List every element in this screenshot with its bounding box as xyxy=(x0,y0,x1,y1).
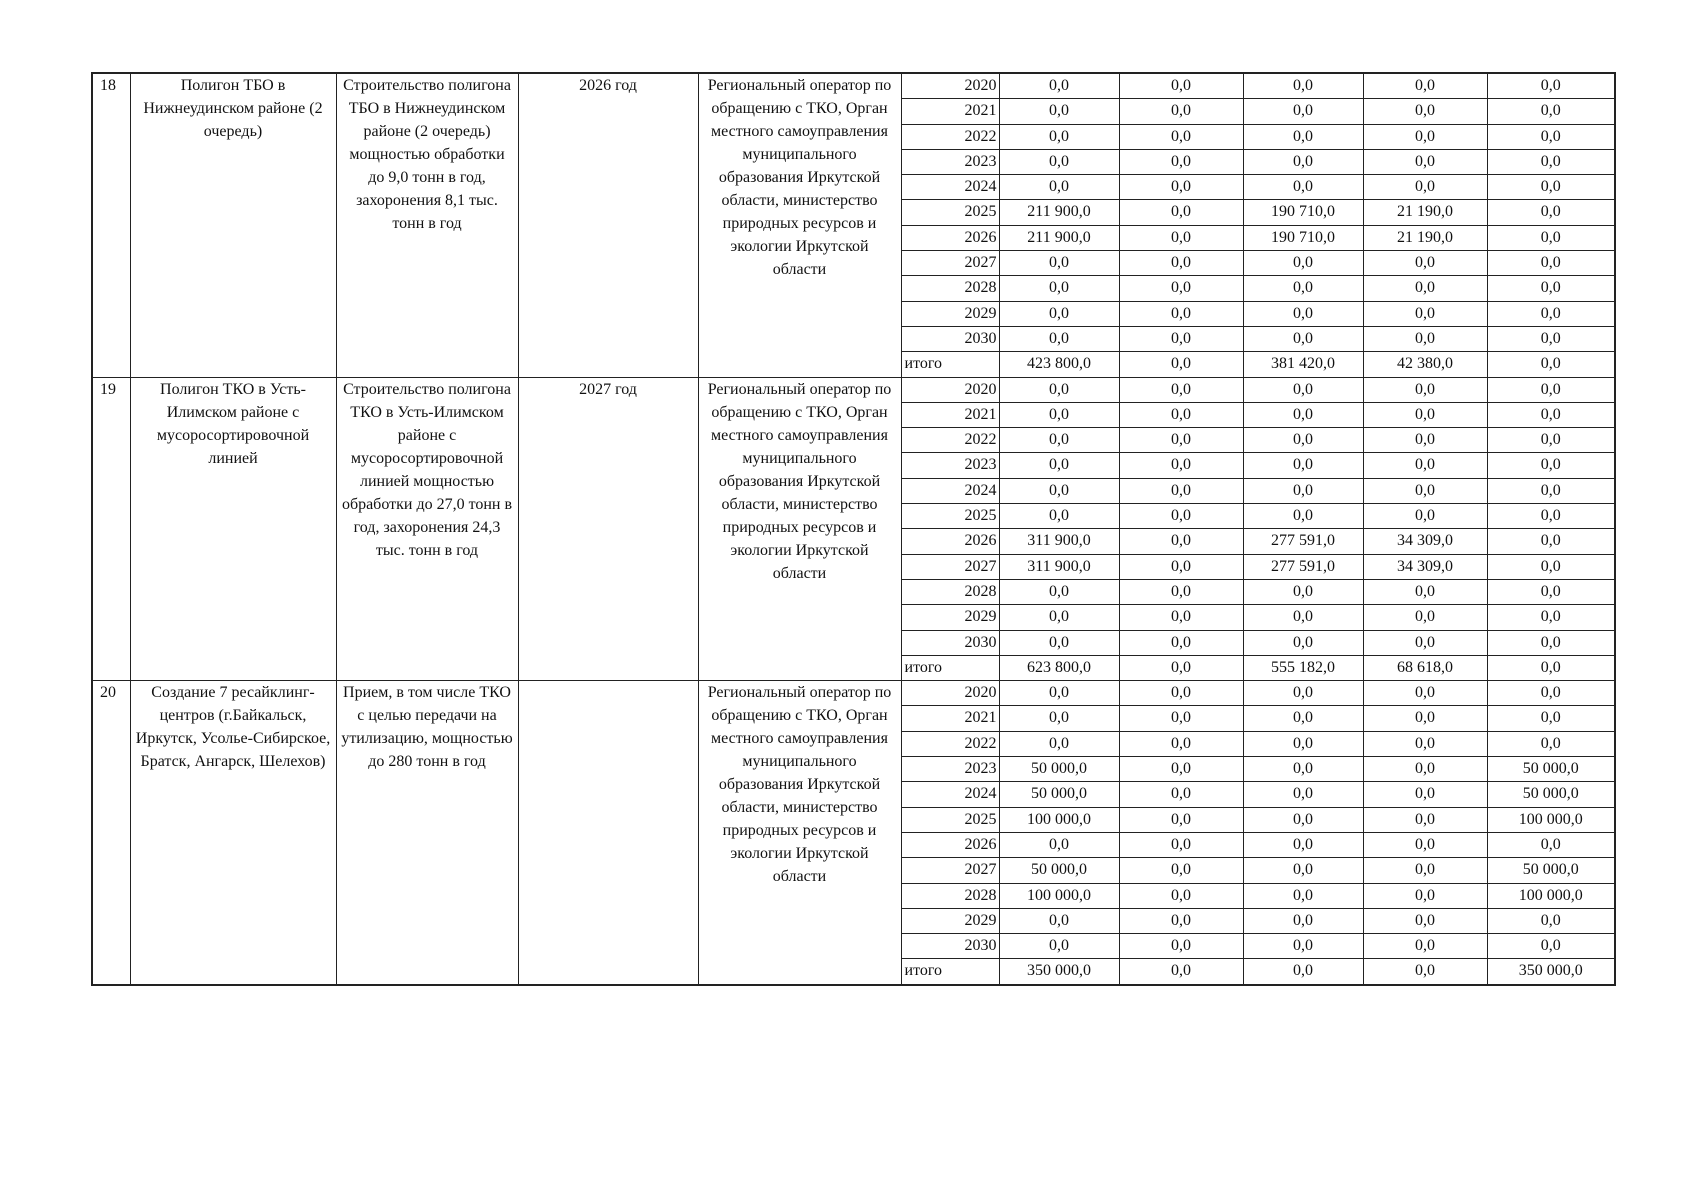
value-cell: 0,0 xyxy=(1487,402,1615,427)
value-cell: 34 309,0 xyxy=(1363,554,1487,579)
value-cell: 0,0 xyxy=(1487,276,1615,301)
value-cell: 0,0 xyxy=(1243,73,1363,99)
year-cell: 2027 xyxy=(901,251,999,276)
value-cell: 0,0 xyxy=(1243,782,1363,807)
value-cell: 0,0 xyxy=(1243,858,1363,883)
completion-term: 2027 год xyxy=(518,377,698,681)
value-cell: 0,0 xyxy=(1487,377,1615,402)
object-name: Полигон ТКО в Усть-Илимском районе с мусоросортировочной линией xyxy=(130,377,336,681)
value-cell: 0,0 xyxy=(1487,428,1615,453)
value-cell: 0,0 xyxy=(1119,453,1243,478)
value-cell: 0,0 xyxy=(1487,934,1615,959)
value-cell: 0,0 xyxy=(1119,681,1243,706)
value-cell: 0,0 xyxy=(1243,605,1363,630)
year-cell: 2028 xyxy=(901,579,999,604)
value-cell: 0,0 xyxy=(1363,478,1487,503)
value-cell: 0,0 xyxy=(999,175,1119,200)
value-cell: 277 591,0 xyxy=(1243,529,1363,554)
value-cell: 190 710,0 xyxy=(1243,225,1363,250)
value-cell: 0,0 xyxy=(1119,276,1243,301)
value-cell: 0,0 xyxy=(1487,731,1615,756)
value-cell: 50 000,0 xyxy=(999,782,1119,807)
value-cell: 0,0 xyxy=(1363,858,1487,883)
value-cell: 0,0 xyxy=(1119,225,1243,250)
value-cell: 0,0 xyxy=(1243,630,1363,655)
value-cell: 0,0 xyxy=(1119,706,1243,731)
value-cell: 21 190,0 xyxy=(1363,225,1487,250)
value-cell: 0,0 xyxy=(1119,377,1243,402)
value-cell: 0,0 xyxy=(1243,301,1363,326)
value-cell: 0,0 xyxy=(1119,731,1243,756)
year-cell: 2023 xyxy=(901,757,999,782)
value-cell: 0,0 xyxy=(1487,529,1615,554)
value-cell: 0,0 xyxy=(1243,175,1363,200)
total-value-cell: 42 380,0 xyxy=(1363,352,1487,377)
value-cell: 0,0 xyxy=(1487,478,1615,503)
value-cell: 190 710,0 xyxy=(1243,200,1363,225)
total-value-cell: 0,0 xyxy=(1119,352,1243,377)
value-cell: 0,0 xyxy=(1487,175,1615,200)
value-cell: 50 000,0 xyxy=(1487,858,1615,883)
year-cell: 2027 xyxy=(901,554,999,579)
value-cell: 0,0 xyxy=(1363,908,1487,933)
value-cell: 0,0 xyxy=(1243,326,1363,351)
value-cell: 0,0 xyxy=(1243,934,1363,959)
value-cell: 0,0 xyxy=(1119,124,1243,149)
value-cell: 0,0 xyxy=(1119,251,1243,276)
year-cell: 2026 xyxy=(901,225,999,250)
value-cell: 0,0 xyxy=(1363,175,1487,200)
value-cell: 0,0 xyxy=(999,73,1119,99)
value-cell: 0,0 xyxy=(999,428,1119,453)
value-cell: 0,0 xyxy=(1119,326,1243,351)
value-cell: 0,0 xyxy=(1119,605,1243,630)
value-cell: 0,0 xyxy=(1243,908,1363,933)
object-name: Создание 7 ресайклинг-центров (г.Байкальск, Иркутск, Усолье-Сибирское, Братск, Ангарск, Шелехов) xyxy=(130,681,336,985)
value-cell: 0,0 xyxy=(1487,605,1615,630)
value-cell: 0,0 xyxy=(1363,402,1487,427)
value-cell: 0,0 xyxy=(1363,301,1487,326)
value-cell: 21 190,0 xyxy=(1363,200,1487,225)
year-cell: 2026 xyxy=(901,832,999,857)
value-cell: 0,0 xyxy=(999,276,1119,301)
value-cell: 0,0 xyxy=(1487,225,1615,250)
value-cell: 0,0 xyxy=(1363,681,1487,706)
value-cell: 0,0 xyxy=(1243,276,1363,301)
value-cell: 0,0 xyxy=(1243,579,1363,604)
value-cell: 0,0 xyxy=(1243,453,1363,478)
value-cell: 0,0 xyxy=(1119,807,1243,832)
value-cell: 0,0 xyxy=(1363,326,1487,351)
value-cell: 0,0 xyxy=(1363,504,1487,529)
value-cell: 0,0 xyxy=(1487,251,1615,276)
value-cell: 0,0 xyxy=(1119,200,1243,225)
value-cell: 0,0 xyxy=(1487,326,1615,351)
item-number: 20 xyxy=(92,681,130,985)
value-cell: 211 900,0 xyxy=(999,200,1119,225)
value-cell: 0,0 xyxy=(1119,908,1243,933)
year-cell: 2027 xyxy=(901,858,999,883)
year-cell: 2021 xyxy=(901,706,999,731)
total-value-cell: 0,0 xyxy=(1119,959,1243,985)
year-cell: 2029 xyxy=(901,605,999,630)
value-cell: 0,0 xyxy=(1363,605,1487,630)
value-cell: 0,0 xyxy=(1363,124,1487,149)
value-cell: 0,0 xyxy=(1487,99,1615,124)
value-cell: 0,0 xyxy=(1243,99,1363,124)
value-cell: 50 000,0 xyxy=(999,757,1119,782)
item-number: 18 xyxy=(92,73,130,377)
year-cell: 2022 xyxy=(901,731,999,756)
completion-term: 2026 год xyxy=(518,73,698,377)
value-cell: 50 000,0 xyxy=(1487,782,1615,807)
year-cell: 2021 xyxy=(901,402,999,427)
value-cell: 0,0 xyxy=(1363,99,1487,124)
completion-term xyxy=(518,681,698,985)
year-cell: 2028 xyxy=(901,276,999,301)
value-cell: 100 000,0 xyxy=(1487,807,1615,832)
value-cell: 0,0 xyxy=(1363,807,1487,832)
total-value-cell: 555 182,0 xyxy=(1243,655,1363,680)
year-cell: 2023 xyxy=(901,149,999,174)
value-cell: 0,0 xyxy=(1363,706,1487,731)
total-label: итого xyxy=(901,655,999,680)
value-cell: 0,0 xyxy=(1119,757,1243,782)
year-cell: 2024 xyxy=(901,175,999,200)
total-value-cell: 0,0 xyxy=(1243,959,1363,985)
value-cell: 0,0 xyxy=(999,402,1119,427)
value-cell: 0,0 xyxy=(1487,630,1615,655)
value-cell: 0,0 xyxy=(1363,630,1487,655)
value-cell: 0,0 xyxy=(1487,908,1615,933)
value-cell: 0,0 xyxy=(1243,402,1363,427)
item-number: 19 xyxy=(92,377,130,681)
value-cell: 0,0 xyxy=(1363,883,1487,908)
value-cell: 0,0 xyxy=(999,908,1119,933)
value-cell: 0,0 xyxy=(1243,124,1363,149)
year-cell: 2025 xyxy=(901,200,999,225)
value-cell: 0,0 xyxy=(1243,731,1363,756)
budget-table xyxy=(91,72,1616,986)
value-cell: 0,0 xyxy=(999,478,1119,503)
value-cell: 0,0 xyxy=(1119,883,1243,908)
table-row xyxy=(92,73,1615,99)
year-cell: 2020 xyxy=(901,73,999,99)
value-cell: 34 309,0 xyxy=(1363,529,1487,554)
value-cell: 0,0 xyxy=(1243,883,1363,908)
value-cell: 277 591,0 xyxy=(1243,554,1363,579)
value-cell: 0,0 xyxy=(999,453,1119,478)
value-cell: 0,0 xyxy=(1487,579,1615,604)
total-label: итого xyxy=(901,959,999,985)
table-row xyxy=(92,377,1615,402)
value-cell: 0,0 xyxy=(999,251,1119,276)
value-cell: 0,0 xyxy=(1363,934,1487,959)
year-cell: 2026 xyxy=(901,529,999,554)
value-cell: 0,0 xyxy=(999,832,1119,857)
value-cell: 0,0 xyxy=(999,149,1119,174)
value-cell: 0,0 xyxy=(1119,402,1243,427)
value-cell: 0,0 xyxy=(1119,832,1243,857)
total-value-cell: 350 000,0 xyxy=(999,959,1119,985)
value-cell: 0,0 xyxy=(1487,453,1615,478)
value-cell: 0,0 xyxy=(1487,554,1615,579)
year-cell: 2025 xyxy=(901,807,999,832)
value-cell: 0,0 xyxy=(1119,478,1243,503)
value-cell: 0,0 xyxy=(1119,301,1243,326)
executor-name: Региональный оператор по обращению с ТКО, Орган местного самоуправления муниципального образования Иркутской области, министерство природных ресурсов и экологии Иркутской области xyxy=(698,377,901,681)
value-cell: 0,0 xyxy=(1363,782,1487,807)
value-cell: 0,0 xyxy=(1119,554,1243,579)
value-cell: 0,0 xyxy=(1243,251,1363,276)
year-cell: 2022 xyxy=(901,428,999,453)
total-value-cell: 623 800,0 xyxy=(999,655,1119,680)
value-cell: 0,0 xyxy=(1243,377,1363,402)
value-cell: 0,0 xyxy=(999,934,1119,959)
year-cell: 2023 xyxy=(901,453,999,478)
value-cell: 0,0 xyxy=(1487,681,1615,706)
value-cell: 211 900,0 xyxy=(999,225,1119,250)
value-cell: 0,0 xyxy=(1363,276,1487,301)
object-description: Строительство полигона ТБО в Нижнеудинском районе (2 очередь) мощностью обработки до 9,0 тонн в год, захоронения 8,1 тыс. тонн в год xyxy=(336,73,518,377)
year-cell: 2030 xyxy=(901,630,999,655)
total-value-cell: 0,0 xyxy=(1487,352,1615,377)
value-cell: 0,0 xyxy=(1119,858,1243,883)
value-cell: 0,0 xyxy=(1487,832,1615,857)
value-cell: 0,0 xyxy=(1243,832,1363,857)
value-cell: 0,0 xyxy=(1487,200,1615,225)
value-cell: 0,0 xyxy=(999,579,1119,604)
value-cell: 100 000,0 xyxy=(999,807,1119,832)
total-value-cell: 423 800,0 xyxy=(999,352,1119,377)
value-cell: 0,0 xyxy=(1363,73,1487,99)
value-cell: 0,0 xyxy=(1487,706,1615,731)
value-cell: 0,0 xyxy=(1487,301,1615,326)
value-cell: 0,0 xyxy=(1363,832,1487,857)
object-name: Полигон ТБО в Нижнеудинском районе (2 очередь) xyxy=(130,73,336,377)
value-cell: 0,0 xyxy=(999,681,1119,706)
year-cell: 2021 xyxy=(901,99,999,124)
value-cell: 311 900,0 xyxy=(999,529,1119,554)
value-cell: 0,0 xyxy=(1243,807,1363,832)
value-cell: 0,0 xyxy=(999,301,1119,326)
value-cell: 0,0 xyxy=(1363,579,1487,604)
value-cell: 0,0 xyxy=(999,630,1119,655)
value-cell: 0,0 xyxy=(1119,99,1243,124)
value-cell: 0,0 xyxy=(999,605,1119,630)
value-cell: 0,0 xyxy=(999,326,1119,351)
value-cell: 0,0 xyxy=(1363,757,1487,782)
year-cell: 2025 xyxy=(901,504,999,529)
value-cell: 0,0 xyxy=(999,706,1119,731)
value-cell: 0,0 xyxy=(999,377,1119,402)
value-cell: 0,0 xyxy=(1363,149,1487,174)
value-cell: 0,0 xyxy=(1363,377,1487,402)
year-cell: 2030 xyxy=(901,934,999,959)
value-cell: 0,0 xyxy=(1487,504,1615,529)
value-cell: 0,0 xyxy=(1363,251,1487,276)
value-cell: 0,0 xyxy=(999,124,1119,149)
table-row xyxy=(92,681,1615,706)
value-cell: 100 000,0 xyxy=(999,883,1119,908)
value-cell: 0,0 xyxy=(1243,504,1363,529)
value-cell: 0,0 xyxy=(1119,175,1243,200)
value-cell: 0,0 xyxy=(1243,478,1363,503)
total-value-cell: 350 000,0 xyxy=(1487,959,1615,985)
value-cell: 100 000,0 xyxy=(1487,883,1615,908)
value-cell: 0,0 xyxy=(1119,782,1243,807)
total-value-cell: 381 420,0 xyxy=(1243,352,1363,377)
value-cell: 311 900,0 xyxy=(999,554,1119,579)
value-cell: 0,0 xyxy=(1487,149,1615,174)
value-cell: 0,0 xyxy=(999,504,1119,529)
year-cell: 2029 xyxy=(901,301,999,326)
value-cell: 0,0 xyxy=(999,99,1119,124)
executor-name: Региональный оператор по обращению с ТКО, Орган местного самоуправления муниципального образования Иркутской области, министерство природных ресурсов и экологии Иркутской области xyxy=(698,73,901,377)
year-cell: 2024 xyxy=(901,478,999,503)
value-cell: 0,0 xyxy=(1487,124,1615,149)
value-cell: 0,0 xyxy=(1243,757,1363,782)
year-cell: 2028 xyxy=(901,883,999,908)
year-cell: 2029 xyxy=(901,908,999,933)
value-cell: 0,0 xyxy=(1243,706,1363,731)
value-cell: 0,0 xyxy=(1243,428,1363,453)
value-cell: 50 000,0 xyxy=(1487,757,1615,782)
value-cell: 0,0 xyxy=(1487,73,1615,99)
executor-name: Региональный оператор по обращению с ТКО, Орган местного самоуправления муниципального образования Иркутской области, министерство природных ресурсов и экологии Иркутской области xyxy=(698,681,901,985)
value-cell: 0,0 xyxy=(1363,428,1487,453)
value-cell: 0,0 xyxy=(1119,504,1243,529)
value-cell: 0,0 xyxy=(1363,453,1487,478)
year-cell: 2024 xyxy=(901,782,999,807)
value-cell: 0,0 xyxy=(999,731,1119,756)
year-cell: 2020 xyxy=(901,681,999,706)
value-cell: 0,0 xyxy=(1119,73,1243,99)
year-cell: 2022 xyxy=(901,124,999,149)
value-cell: 0,0 xyxy=(1119,149,1243,174)
object-description: Строительство полигона ТКО в Усть-Илимском районе с мусоросортировочной линией мощностью обработки до 27,0 тонн в год, захоронения 24,3 тыс. тонн в год xyxy=(336,377,518,681)
value-cell: 0,0 xyxy=(1119,630,1243,655)
total-value-cell: 0,0 xyxy=(1363,959,1487,985)
total-value-cell: 0,0 xyxy=(1487,655,1615,680)
total-value-cell: 68 618,0 xyxy=(1363,655,1487,680)
year-cell: 2020 xyxy=(901,377,999,402)
value-cell: 0,0 xyxy=(1243,681,1363,706)
year-cell: 2030 xyxy=(901,326,999,351)
value-cell: 0,0 xyxy=(1119,579,1243,604)
value-cell: 0,0 xyxy=(1119,934,1243,959)
value-cell: 0,0 xyxy=(1119,529,1243,554)
table-body xyxy=(92,73,1615,985)
value-cell: 0,0 xyxy=(1243,149,1363,174)
value-cell: 0,0 xyxy=(1119,428,1243,453)
total-value-cell: 0,0 xyxy=(1119,655,1243,680)
total-label: итого xyxy=(901,352,999,377)
object-description: Прием, в том числе ТКО с целью передачи на утилизацию, мощностью до 280 тонн в год xyxy=(336,681,518,985)
value-cell: 0,0 xyxy=(1363,731,1487,756)
value-cell: 50 000,0 xyxy=(999,858,1119,883)
